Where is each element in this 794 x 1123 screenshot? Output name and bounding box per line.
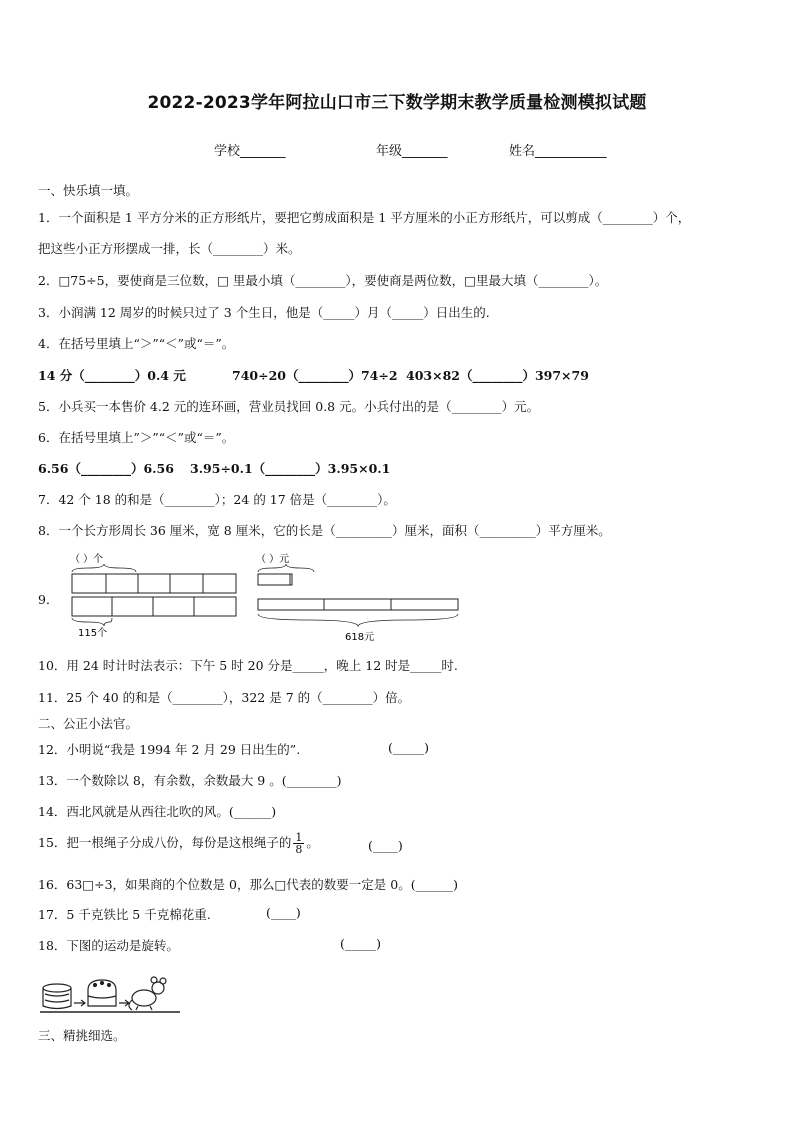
question-18-picture xyxy=(40,966,186,1016)
question-18-answer: (_____) xyxy=(340,936,382,951)
question-12: 12．小明说“我是 1994 年 2 月 29 日出生的”. xyxy=(38,742,301,757)
question-16: 16．63□÷3，如果商的个位数是 0，那么□代表的数要一定是 0。(______) xyxy=(38,877,458,892)
question-6: 6．在括号里填上”＞”“＜”或“＝”。 xyxy=(38,430,235,445)
question-10: 10．用 24 时计时法表示：下午 5 时 20 分是_____，晚上 12 时是_____时. xyxy=(38,658,458,673)
question-1-line-2: 把这些小正方形摆成一排，长（________）米。 xyxy=(38,241,301,256)
left-top-brace xyxy=(72,564,136,572)
left-top-label: （ ）个 xyxy=(70,554,104,565)
question-4a: 14 分（________）0.4 元 xyxy=(38,368,186,383)
cake-icon xyxy=(74,980,116,1006)
left-bottom-bar xyxy=(72,597,236,616)
grade-field: 年级_______ xyxy=(376,144,448,159)
left-bottom-brace xyxy=(72,618,112,626)
question-9-number: 9． xyxy=(38,592,59,607)
question-4c: 403×82（________）397×79 xyxy=(406,368,589,383)
question-12-answer: (_____) xyxy=(388,740,430,755)
question-15-answer: (____) xyxy=(368,838,403,853)
mouse-icon xyxy=(119,977,166,1010)
school-field: 学校_______ xyxy=(214,144,286,159)
question-15-period: 。 xyxy=(306,835,319,850)
question-1-line-1: 1．一个面积是 1 平方分米的正方形纸片，要把它剪成面积是 1 平方厘米的小正方形纸片，可以剪成（________）个， xyxy=(38,210,691,225)
question-18: 18．下图的运动是旋转。 xyxy=(38,938,179,953)
right-top-label: （ ）元 xyxy=(256,554,290,565)
question-3: 3．小润满 12 周岁的时候只过了 3 个生日，他是（_____）月（_____）日出生的. xyxy=(38,305,490,320)
question-4: 4．在括号里填上“＞”“＜”或“＝”。 xyxy=(38,336,235,351)
section-2-heading: 二、公正小法官。 xyxy=(38,716,139,731)
question-5: 5．小兵买一本售价 4.2 元的连环画，营业员找回 0.8 元。小兵付出的是（________）元。 xyxy=(38,399,540,414)
question-14: 14．西北风就是从西往北吹的风。(______) xyxy=(38,804,277,819)
question-6b: 3.95÷0.1（________）3.95×0.1 xyxy=(190,461,391,476)
question-4b: 740÷20（________）74÷2 xyxy=(232,368,398,383)
right-bottom-brace xyxy=(258,614,458,626)
question-2: 2．□75÷5，要使商是三位数，□ 里最小填（________），要使商是两位数，□里最大填（________）。 xyxy=(38,273,608,288)
question-15-text: 15．把一根绳子分成八份，每份是这根绳子的 xyxy=(38,835,292,850)
name-field: 姓名___________ xyxy=(509,144,607,159)
question-11: 11．25 个 40 的和是（________），322 是 7 的（________）倍。 xyxy=(38,690,411,705)
question-7: 7．42 个 18 的和是（________）；24 的 17 倍是（________）。 xyxy=(38,492,396,507)
question-8: 8．一个长方形周长 36 厘米，宽 8 厘米，它的长是（_________）厘米，面积（_________）平方厘米。 xyxy=(38,523,611,538)
right-top-brace xyxy=(258,564,314,572)
right-top-bar xyxy=(258,574,292,585)
question-9-diagram xyxy=(64,548,474,648)
question-17-answer: (____) xyxy=(266,905,301,920)
question-6a: 6.56（________）6.56 xyxy=(38,461,174,476)
cake-stack-icon xyxy=(43,984,71,1009)
right-bottom-bar xyxy=(258,599,458,610)
left-top-bar xyxy=(72,574,236,593)
left-bottom-label: 115个 xyxy=(78,628,108,639)
right-bottom-label: 618元 xyxy=(345,632,375,643)
section-3-heading: 三、精挑细选。 xyxy=(38,1028,126,1043)
question-17: 17．5 千克铁比 5 千克棉花重. xyxy=(38,907,211,922)
section-1-heading: 一、快乐填一填。 xyxy=(38,183,139,198)
fraction-numerator: 1 xyxy=(295,831,303,844)
question-15 xyxy=(38,832,319,855)
fraction-one-eighth xyxy=(293,832,304,855)
fraction-denominator: 8 xyxy=(295,843,303,856)
page-title: 2022-2023学年阿拉山口市三下数学期末教学质量检测模拟试题 xyxy=(147,93,647,113)
question-13: 13．一个数除以 8，有余数，余数最大 9 。(________) xyxy=(38,773,342,788)
